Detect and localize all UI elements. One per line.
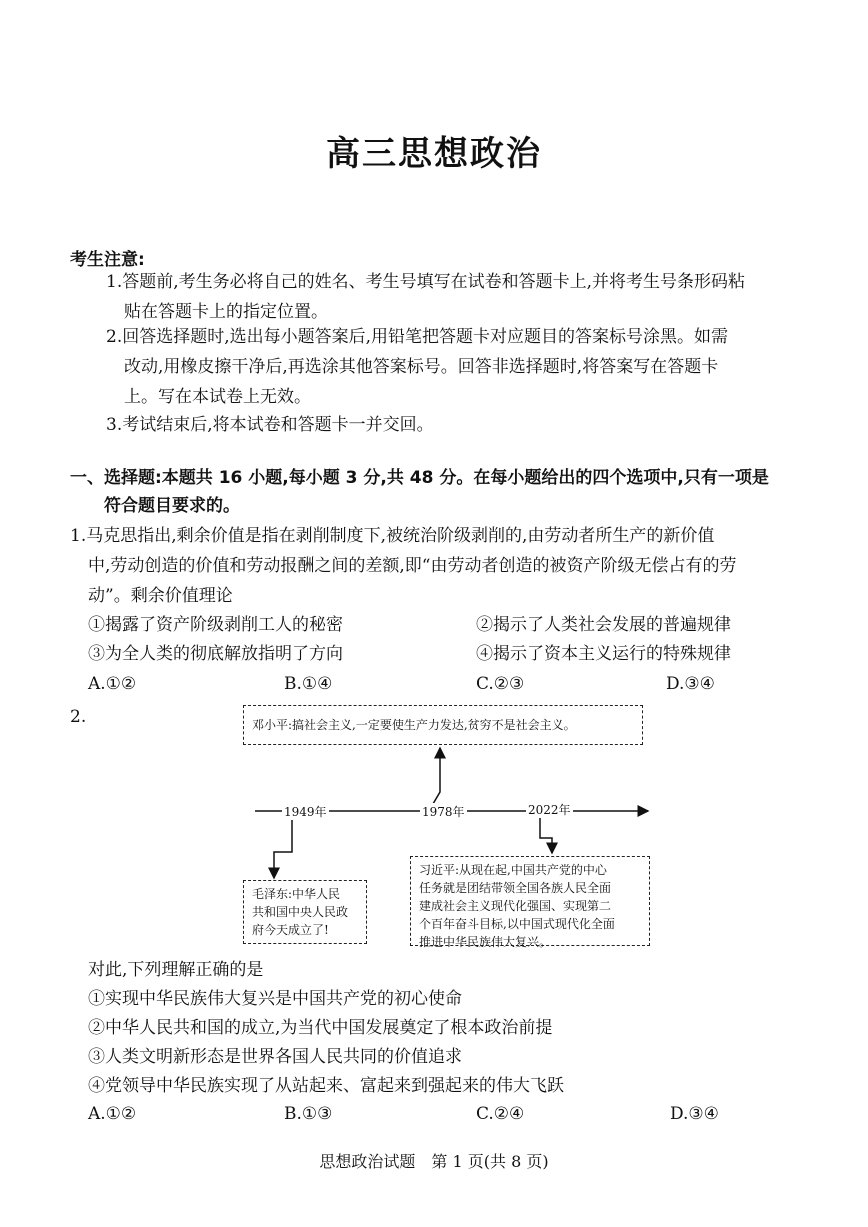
- q2-choice-b: B.①③: [284, 1104, 333, 1124]
- q1-choice-b: B.①④: [284, 674, 333, 694]
- q2-option-1: ①实现中华民族伟大复兴是中国共产党的初心使命: [88, 989, 462, 1009]
- q1-option-3: ③为全人类的彻底解放指明了方向: [88, 644, 343, 664]
- q1-choice-c: C.②③: [476, 674, 525, 694]
- mao-quote-line-1: 毛泽东:中华人民: [252, 887, 341, 901]
- mao-quote-box: [243, 880, 367, 944]
- q2-choice-a: A.①②: [88, 1104, 137, 1124]
- q1-option-4: ④揭示了资本主义运行的特殊规律: [476, 644, 731, 664]
- mao-quote-line-2: 共和国中央人民政: [252, 905, 349, 919]
- arrow-1978-to-deng: [430, 748, 440, 809]
- q1-stem-line-1: 1.马克思指出,剩余价值是指在剥削制度下,被统治阶级剥削的,由劳动者所生产的新价值: [70, 526, 715, 546]
- page-title: 高三思想政治: [326, 134, 542, 174]
- section-heading-line-1: 一、选择题:本题共 16 小题,每小题 3 分,共 48 分。在每小题给出的四个选项中,只有一项是: [70, 468, 769, 488]
- deng-quote: 邓小平:搞社会主义,一定要使生产力发达,贫穷不是社会主义。: [252, 718, 576, 732]
- q1-stem-line-3: 动”。剩余价值理论: [88, 586, 233, 606]
- notice-item-1-line-2: 贴在答题卡上的指定位置。: [124, 302, 328, 322]
- q2-option-3: ③人类文明新形态是世界各国人民共同的价值追求: [88, 1047, 462, 1067]
- xi-quote-line-3: 建成社会主义现代化强国、实现第二: [419, 899, 612, 913]
- q2-option-4: ④党领导中华民族实现了从站起来、富起来到强起来的伟大飞跃: [88, 1076, 564, 1096]
- deng-quote-box: [243, 705, 643, 745]
- timeline-year-1949: 1949年: [284, 805, 327, 819]
- q2-number: 2.: [70, 707, 87, 727]
- mao-quote-line-3: 府今天成立了!: [252, 923, 329, 937]
- notice-item-2-line-1: 2.回答选择题时,选出每小题答案后,用铅笔把答题卡对应题目的答案标号涂黑。如需: [106, 327, 729, 347]
- notice-item-3-line-1: 3.考试结束后,将本试卷和答题卡一并交回。: [106, 415, 434, 435]
- q2-stem: 对此,下列理解正确的是: [88, 960, 264, 980]
- timeline-year-2022: 2022年: [528, 803, 571, 817]
- section-heading-line-2: 符合题目要求的。: [104, 496, 240, 516]
- arrow-1949-to-mao: [274, 815, 292, 878]
- q2-choice-c: C.②④: [476, 1104, 525, 1124]
- xi-quote-box: [410, 856, 650, 949]
- q1-stem-line-2: 中,劳动创造的价值和劳动报酬之间的差额,即“由劳动者创造的被资产阶级无偿占有的劳: [88, 556, 737, 576]
- xi-quote-line-1: 习近平:从现在起,中国共产党的中心: [419, 863, 607, 877]
- notice-item-2-line-3: 上。写在本试卷上无效。: [124, 387, 311, 407]
- notice-heading: 考生注意:: [70, 250, 145, 270]
- xi-quote-line-4: 个百年奋斗目标,以中国式现代化全面: [419, 917, 615, 931]
- q1-choice-a: A.①②: [88, 674, 137, 694]
- q2-choice-d: D.③④: [670, 1104, 719, 1124]
- arrow-2022-to-xi: [540, 815, 552, 853]
- notice-item-2-line-2: 改动,用橡皮擦干净后,再选涂其他答案标号。回答非选择题时,将答案写在答题卡: [124, 357, 719, 377]
- xi-quote-line-5: 推进中华民族伟大复兴。: [419, 935, 552, 949]
- q1-choice-d: D.③④: [666, 674, 715, 694]
- q1-option-1: ①揭露了资产阶级剥削工人的秘密: [88, 615, 343, 635]
- q2-option-2: ②中华人民共和国的成立,为当代中国发展奠定了根本政治前提: [88, 1018, 553, 1038]
- q1-option-2: ②揭示了人类社会发展的普遍规律: [476, 615, 731, 635]
- timeline-year-1978: 1978年: [422, 805, 465, 819]
- xi-quote-line-2: 任务就是团结带领全国各族人民全面: [419, 881, 612, 895]
- notice-item-1-line-1: 1.答题前,考生务必将自己的姓名、考生号填写在试卷和答题卡上,并将考生号条形码粘: [106, 272, 746, 292]
- page-footer: 思想政治试题 第 1 页(共 8 页): [319, 1152, 549, 1171]
